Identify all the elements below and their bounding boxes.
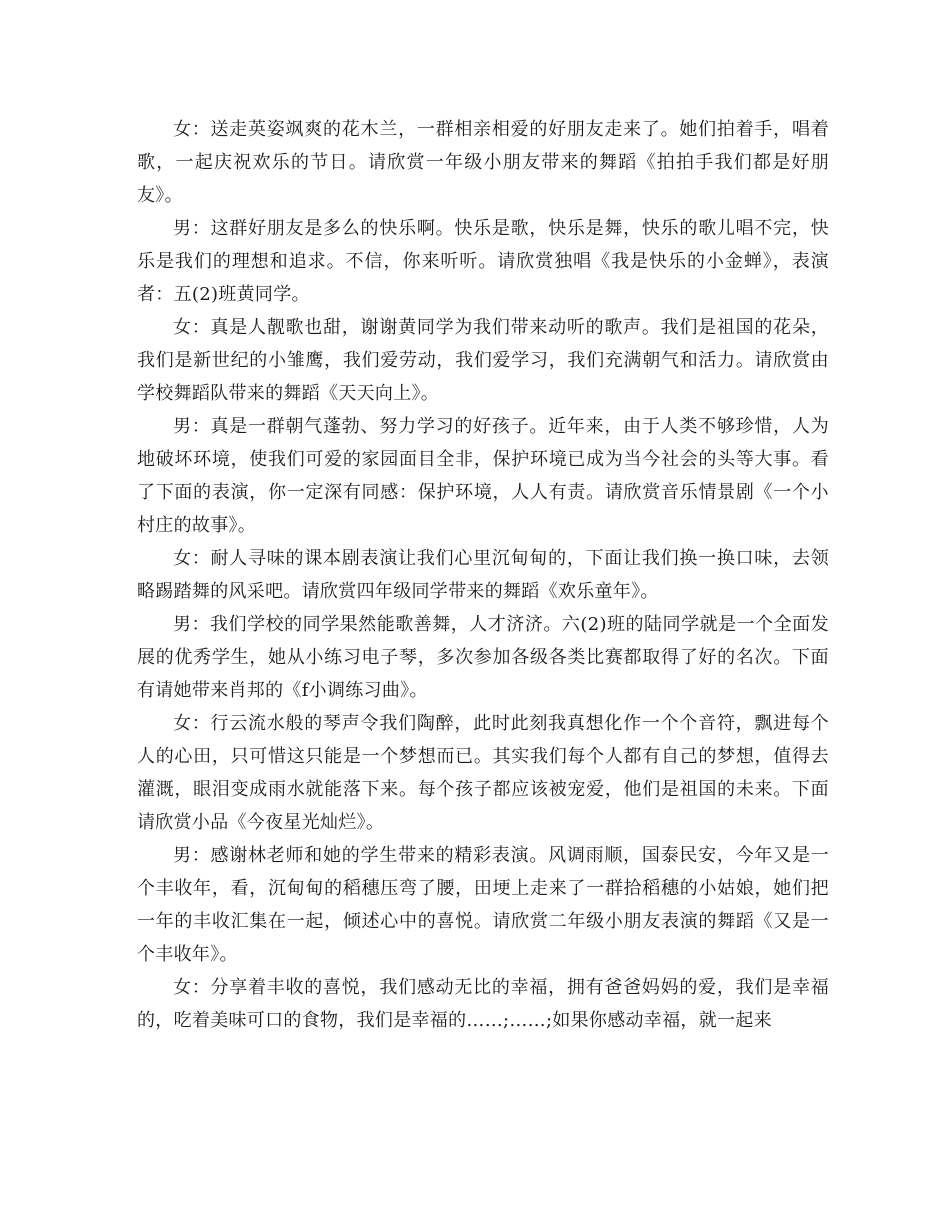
document-page [137,113,829,1037]
script-paragraph: 女：送走英姿飒爽的花木兰，一群相亲相爱的好朋友走来了。她们拍着手，唱着歌，一起庆祝欢乐的节日。请欣赏一年级小朋友带来的舞蹈《拍拍手我们都是好朋友》。 [137,119,829,206]
script-paragraph: 女：分享着丰收的喜悦，我们感动无比的幸福，拥有爸爸妈妈的爱，我们是幸福的，吃着美味可口的食物，我们是幸福的……;……;如果你感动幸福，就一起来 [137,977,829,1031]
script-paragraph: 男：感谢林老师和她的学生带来的精彩表演。风调雨顺，国泰民安，今年又是一个丰收年，看，沉甸甸的稻穗压弯了腰，田埂上走来了一群拾稻穗的小姑娘，她们把一年的丰收汇集在一起，倾述心中的喜悦。请欣赏二年级小朋友表演的舞蹈《又是一个丰收年》。 [137,845,829,965]
script-paragraph: 女：耐人寻味的课本剧表演让我们心里沉甸甸的，下面让我们换一换口味，去领略踢踏舞的风采吧。请欣赏四年级同学带来的舞蹈《欢乐童年》。 [137,548,829,602]
script-paragraph: 女：真是人靓歌也甜，谢谢黄同学为我们带来动听的歌声。我们是祖国的花朵，我们是新世纪的小雏鹰，我们爱劳动，我们爱学习，我们充满朝气和活力。请欣赏由学校舞蹈队带来的舞蹈《天天向上》。 [137,317,829,404]
script-paragraph: 女：行云流水般的琴声令我们陶醉，此时此刻我真想化作一个个音符，飘进每个人的心田，只可惜这只能是一个梦想而已。其实我们每个人都有自己的梦想，值得去灌溉，眼泪变成雨水就能落下来。每个孩子都应该被宠爱，他们是祖国的未来。下面请欣赏小品《今夜星光灿烂》。 [137,713,829,833]
script-paragraph: 男：真是一群朝气蓬勃、努力学习的好孩子。近年来，由于人类不够珍惜，人为地破坏环境，使我们可爱的家园面目全非，保护环境已成为当今社会的头等大事。看了下面的表演，你一定深有同感：保护环境，人人有责。请欣赏音乐情景剧《一个小村庄的故事》。 [137,416,829,536]
script-paragraph: 男：我们学校的同学果然能歌善舞，人才济济。六(2)班的陆同学就是一个全面发展的优秀学生，她从小练习电子琴，多次参加各级各类比赛都取得了好的名次。下面有请她带来肖邦的《f小调练习曲》。 [137,614,829,701]
script-paragraph: 男：这群好朋友是多么的快乐啊。快乐是歌，快乐是舞，快乐的歌儿唱不完，快乐是我们的理想和追求。不信，你来听听。请欣赏独唱《我是快乐的小金蝉》，表演者：五(2)班黄同学。 [137,218,829,305]
